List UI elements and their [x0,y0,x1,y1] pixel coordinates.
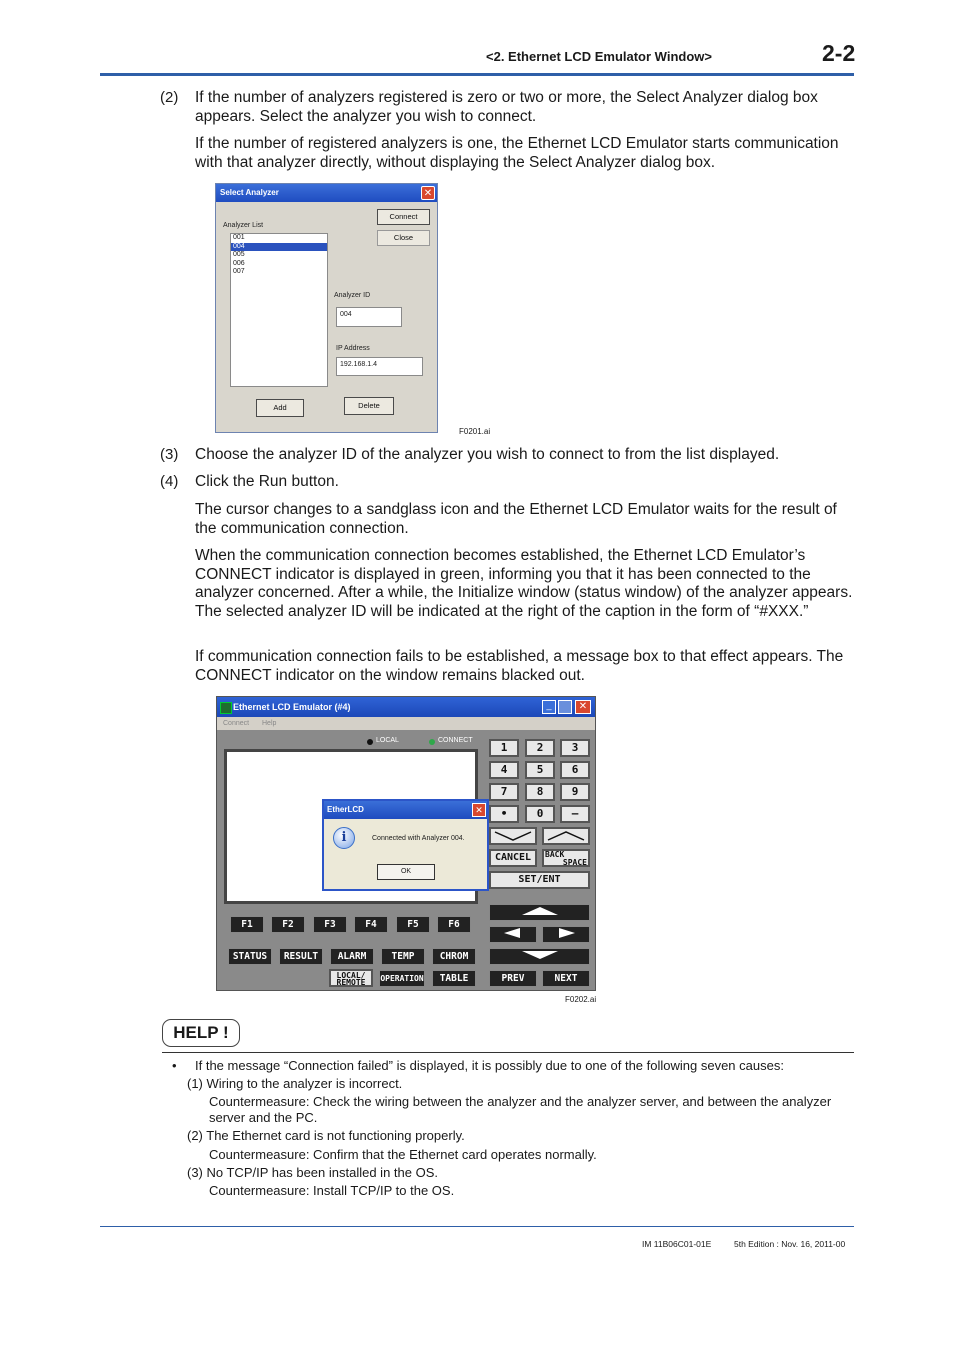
key-7[interactable]: 7 [489,783,519,801]
close-button[interactable]: Close [377,230,430,246]
figure-1-label: F0201.ai [459,427,491,436]
help-title: HELP ! [162,1019,240,1047]
list-item[interactable]: 007 [233,268,245,275]
analyzer-id-field[interactable]: 004 [336,307,402,327]
key-5[interactable]: 5 [525,761,555,779]
ip-address-field[interactable]: 192.168.1.4 [336,357,423,376]
select-analyzer-dialog [215,183,438,433]
app-icon [220,702,232,714]
key-minus[interactable]: – [560,805,590,823]
add-button[interactable]: Add [256,399,304,417]
key-3[interactable]: 3 [560,739,590,757]
key-down-chevron-icon[interactable] [489,827,537,845]
cause-1-countermeasure: Countermeasure: Check the wiring between the analyzer and the analyzer server, and between the analyzer server and the PC. [209,1094,832,1125]
menu-help[interactable]: Help [262,720,277,727]
close-icon[interactable]: ✕ [472,803,486,817]
step-4-paragraph-1: The cursor changes to a sandglass icon and the Ethernet LCD Emulator waits for the result of the communication connection. [195,501,837,537]
f5-key[interactable]: F5 [396,916,430,933]
cause-1: (1) Wiring to the analyzer is incorrect. [187,1076,403,1091]
result-key[interactable]: RESULT [279,948,323,965]
alarm-key[interactable]: ALARM [330,948,374,965]
set-ent-key[interactable]: SET/ENT [489,871,590,889]
cause-2: (2) The Ethernet card is not functioning properly. [187,1128,465,1143]
dialog-title: Select Analyzer [216,184,437,202]
table-key[interactable]: TABLE [432,970,476,987]
local-indicator [367,739,373,745]
local-label: LOCAL/ [336,971,366,980]
temp-key[interactable]: TEMP [381,948,425,965]
key-6[interactable]: 6 [560,761,590,779]
footer-rule [100,1226,854,1227]
analyzer-list[interactable] [230,233,328,387]
emulator-title: Ethernet LCD Emulator (#4) [217,697,595,717]
key-8[interactable]: 8 [525,783,555,801]
step-4-text: Click the Run button. [195,473,339,490]
prev-key[interactable]: PREV [489,970,537,987]
help-rule [162,1052,854,1053]
key-4[interactable]: 4 [489,761,519,779]
maximize-icon[interactable] [558,700,572,714]
step-3-text: Choose the analyzer ID of the analyzer you wish to connect to from the list displayed. [195,446,780,463]
bullet: • [172,1058,177,1073]
step-4-paragraph-3: If communication connection fails to be established, a message box to that effect appears. The CONNECT indicator on the window remains blacked out. [195,648,844,684]
message-text: Connected with Analyzer 004. [372,835,465,842]
f1-key[interactable]: F1 [230,916,264,933]
remote-label: REMOTE [336,978,366,987]
step-4-number: (4) [160,473,179,490]
list-item[interactable]: 005 [233,251,245,258]
close-icon[interactable]: ✕ [575,700,591,714]
step-2-text-2: If the number of registered analyzers is one, the Ethernet LCD Emulator starts communication with that analyzer directly, without displaying the Select Analyzer dialog box. [195,135,839,171]
list-item[interactable]: 006 [233,259,245,267]
right-arrow-key[interactable] [542,926,590,943]
connect-label: CONNECT [438,737,473,744]
next-key[interactable]: NEXT [542,970,590,987]
cause-2-countermeasure: Countermeasure: Confirm that the Ethernet card operates normally. [209,1147,597,1162]
back-label: BACK [545,850,565,859]
edition: 5th Edition : Nov. 16, 2011-00 [734,1239,846,1249]
analyzer-list-label: Analyzer List [223,222,264,229]
step-2-text: If the number of analyzers registered is zero or two or more, the Select Analyzer dialog box appears. Select the analyzer you wish to connect. [195,89,818,125]
cancel-key[interactable]: CANCEL [489,849,537,867]
analyzer-id-label: Analyzer ID [334,292,371,299]
key-2[interactable]: 2 [525,739,555,757]
message-box [322,799,489,891]
down-arrow-key[interactable] [489,948,590,965]
f4-key[interactable]: F4 [354,916,388,933]
key-dot[interactable]: • [489,805,519,823]
local-label: LOCAL [376,737,399,744]
menu-connect[interactable]: Connect [223,720,250,727]
f2-key[interactable]: F2 [271,916,305,933]
key-1[interactable]: 1 [489,739,519,757]
chrom-key[interactable]: CHROM [432,948,476,965]
help-intro: If the message “Connection failed” is displayed, it is possibly due to one of the following seven causes: [195,1058,784,1073]
list-item-selected[interactable]: 004 [231,243,327,252]
key-9[interactable]: 9 [560,783,590,801]
connect-button[interactable]: Connect [377,209,430,225]
f3-key[interactable]: F3 [313,916,347,933]
connect-indicator [429,739,435,745]
figure-2-label: F0202.ai [565,995,597,1004]
section-title: <2. Ethernet LCD Emulator Window> [486,49,712,64]
page-number: 2-2 [822,40,856,66]
status-key[interactable]: STATUS [228,948,272,965]
up-arrow-key[interactable] [489,904,590,921]
message-box-title: EtherLCD [324,801,487,819]
menu-bar [217,717,595,730]
emulator-window [216,696,596,991]
space-label: SPACE [562,858,587,867]
minimize-icon[interactable]: _ [542,700,556,714]
local-remote-key[interactable] [329,969,373,987]
key-up-chevron-icon[interactable] [542,827,590,845]
step-3-number: (3) [160,446,179,463]
cause-3-countermeasure: Countermeasure: Install TCP/IP to the OS. [209,1183,455,1198]
backspace-key[interactable] [542,849,590,867]
ip-address-label: IP Address [336,345,370,352]
header-rule [100,73,854,76]
list-item[interactable]: 001 [233,234,245,241]
info-icon: i [333,827,355,849]
doc-id: IM 11B06C01-01E [642,1239,712,1249]
ok-button[interactable]: OK [377,864,435,880]
operation-key[interactable]: OPERATION [379,970,425,987]
close-icon[interactable]: ✕ [421,186,435,200]
f6-key[interactable]: F6 [437,916,471,933]
key-0[interactable]: 0 [525,805,555,823]
delete-button[interactable]: Delete [344,397,394,415]
step-4-paragraph-2: When the communication connection becomes established, the Ethernet LCD Emulator’s CONNECT indicator is displayed in green, informing you that it has been connected to the analyzer concerned. After a while, the Initialize window (status window) of the analyzer appears. The selected analyzer ID will be indicated at the right of the caption in the form of “#XXX.” [195,547,853,620]
step-2-number: (2) [160,89,179,106]
left-arrow-key[interactable] [489,926,537,943]
cause-3: (3) No TCP/IP has been installed in the OS. [187,1165,438,1180]
